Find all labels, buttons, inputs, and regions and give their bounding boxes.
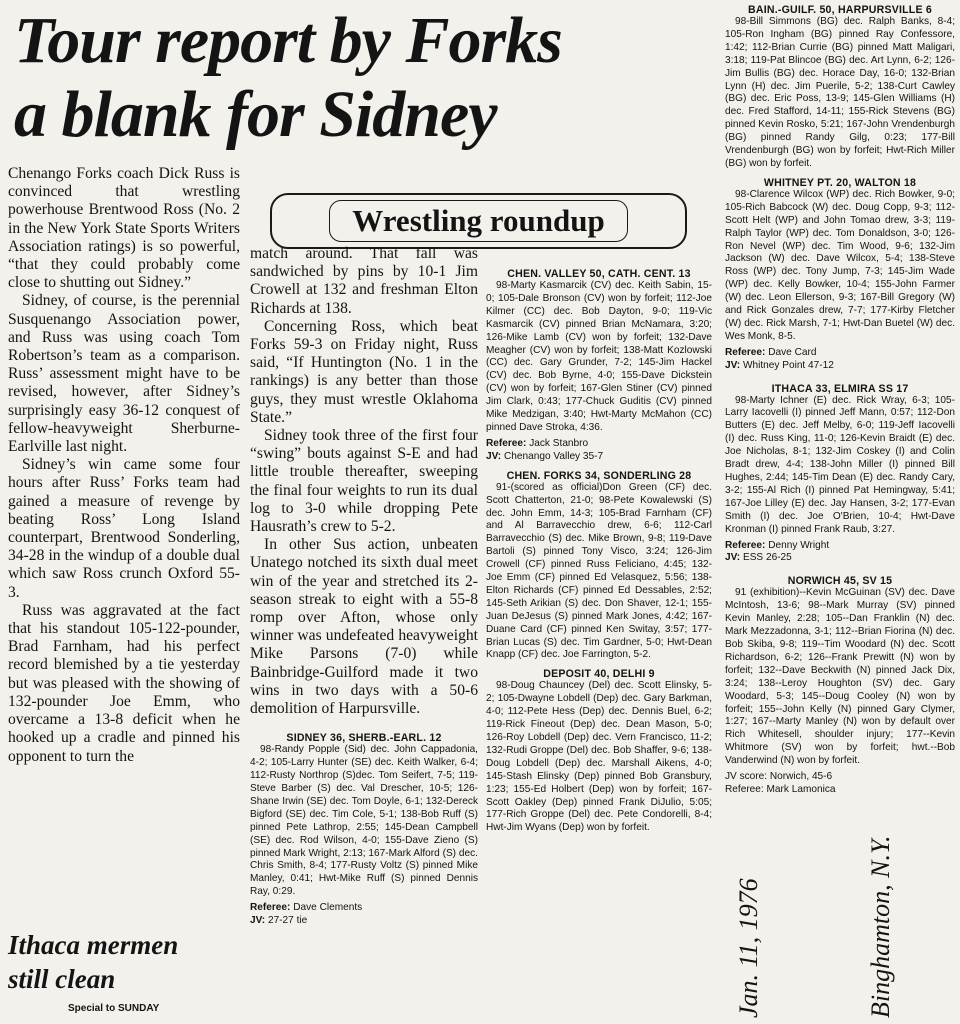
result-block-chen-forks — [486, 470, 712, 663]
article-paragraph: match around. That fall was sandwiched by pins by 10-1 Jim Crowell at 132 and freshman Elton Richards at 138. — [250, 245, 478, 317]
result-heading: NORWICH 45, SV 15 — [787, 575, 893, 588]
result-body: 91 (exhibition)--Kevin McGuinan (SV) dec. Dave McIntosh, 13-6; 98--Mark Murray (SV) pinned Kevin Manley, 2:28; 105--Dan Franklin (N) dec. Mark Mezzadonna, 3-1; 112--Brian Fiorina (N) dec. Bob Skiba, 9-8; 119--Tim Woodard (N) dec. Scott Richardson, 6-2; 126--Frank Prewitt (N) won by forfeit; 132--Dave Beckwith (N) pinned Jack Dix, 3:24; 138--Leroy Houghton (SV) dec. Gary Woodard, 5-3; 145--Doug Cooley (N) won by forfeit; 155--John Kelly (N) pinned Gary Clymer, 1:27; 167--Marty Manley (N) won by default over Rich Whitesell, shoulder injury; 177--Kevin Whitmore (SV) won by forfeit; hwt.--Bob Vanderwind (N) won by forfeit. — [725, 587, 955, 767]
result-referee: Referee: Dave Card — [725, 346, 817, 358]
headline — [14, 4, 714, 152]
sidebar-headline-line-2: still clean — [8, 964, 116, 994]
result-referee: Referee: Dave Clements — [250, 902, 363, 914]
result-body: 98-Bill Simmons (BG) dec. Ralph Banks, 8-4; 105-Ron Ingham (BG) pinned Ray Confessore, 1:42; 112-Brian Currie (BG) pinned Matt Maligari, 3:18; 119-Pat Blincoe (BG) dec. Art Lynn, 6-2; 126-Jim Bullis (BG) dec. Horace Day, 16-0; 132-Brian Lynn (H) dec. Jim Puerile, 5-2; 138-Curt Cawley (BG) dec. Eric Poss, 13-9; 145-Glen Williams (H) dec. Fred Stafford, 14-11; 155-Rick Stevens (BG) pinned Kevin Rosko, 5:21; 167-John Vrendenburgh (BG) pinned Randy Gilg, 0:23; 177-Bill Vrendenburgh (BG) won by forfeit; Hwt-Rich Miller (BG) won by forfeit. — [725, 16, 955, 169]
article-paragraph: In other Sus action, unbeaten Unatego notched its sixth dual meet win of the year and stretched its 2-season streak to eight with a 55-8 romp over Afton, whose only winner was undefeated heavyweight Mike Parsons (7-0) while Bainbridge-Guilford made it two wins in two days with a 50-6 demolition of Harpursville. — [250, 536, 478, 718]
result-jv: JV: ESS 26-25 — [725, 552, 792, 564]
result-block-chen-valley — [486, 268, 712, 464]
roundup-title: Wrestling roundup — [329, 200, 627, 242]
result-jv: JV score: Norwich, 45-6 — [725, 771, 833, 783]
result-jv: JV: 27-27 tie — [250, 915, 308, 927]
sidebar-credit: Special to SUNDAY — [68, 1003, 160, 1014]
result-heading: CHEN. FORKS 34, SONDERLING 28 — [506, 469, 692, 482]
result-block-deposit — [486, 668, 712, 835]
result-referee: Referee: Jack Stanbro — [486, 437, 589, 449]
handwritten-date: Jan. 11, 1976 — [734, 878, 763, 1018]
article-column-1 — [8, 165, 240, 766]
result-referee: Referee: Mark Lamonica — [725, 783, 836, 795]
article-paragraph: Chenango Forks coach Dick Russ is convinced that wrestling powerhouse Brentwood Ross (No. 2 in the New York State Sports Writers Association ratings) is so powerful, “that they could probably come close to shutting out Sidney.” — [8, 165, 240, 292]
result-body: 98-Randy Popple (Sid) dec. John Cappadonia, 4-2; 105-Larry Hunter (SE) dec. Keith Walker, 6-4; 112-Rusty Northrop (S)dec. Tom Seifert, 7-5; 119-Steve Barber (S) dec. Val Drescher, 10-5; 126-Shane Irwin (SE) dec. Tom Doyle, 6-1; 132-Dereck Bigford (SE) dec. Tim Cole, 5-1; 138-Bob Ruff (S) pinned Pete Lathrop, 2:55; 145-Dean Campbell (SE) dec. Rod Wilson, 4-0; 155-Dave Zieno (S) pinned Mark Wright, 2:13; 167-Mark Alford (S) dec. Chris Smith, 8-4; 177-Rusty Voltz (S) pinned Mike Manley, 0:41; Hwt-Mike Ruff (S) pinned Dennis Ray, 0:29. — [250, 744, 478, 898]
result-block-sidney — [250, 732, 478, 928]
results-column-4 — [725, 4, 955, 803]
article-paragraph: Sidney took three of the first four “swing” bouts against S-E and had little trouble thereafter, sweeping the final four weights to run its dual log to 3-0 while dropping Pete Hausrath’s crew to 5-2. — [250, 427, 478, 536]
result-body: 98-Marty Ichner (E) dec. Rick Wray, 6-3; 105-Larry Iacovelli (I) pinned Jeff Mann, 0:57; 112-Don Butters (E) dec. Jeff Melby, 6-0; 119-Jeff Iacovelli (I) dec. Russ King, 11-0; 126-Kevin Braidt (E) dec. Joe Nicholas, 8-1; 132-Jim Coskey (I) and Colin Bradt drew, 4-4; 138-John Miller (I) pinned Bill Hughes, 2:44; 145-Tim Dean (E) dec. Randy Cary, 3-2; 155-Al Rich (I) pinned Pat Hemingway, 5:41; 167-Joe Lilley (E) dec. Jay Hansen, 3-2; 177-Evan Smith (I) dec. Joe O'Brien, 10-4; Hwt-Dave Kronman (I) pinned Frank Raub, 3:27. — [725, 394, 955, 535]
result-body: 91-(scored as official)Don Green (CF) dec. Scott Chatterton, 21-0; 98-Pete Kowalewski (S) dec. John Emm, 14-3; 105-Brad Farnham (CF) and Al Barravecchio drew, 6-6; 112-Carl Barravecchio (S) dec. Mike Brown, 9-8; 119-Dave Bartoli (S) pinned Tony Visco, 3:24; 126-Jim Crowell (CF) pinned Russ Feliciano, 4:45; 132-Joe Emm (CF) pinned Ed Velasquez, 5:56; 138-Elton Richards (CF) pinned Ed Dessables, 2:52; 145-Seth Arikian (S) dec. Don Shaver, 12-1; 155-Juan DeJesus (S) pinned Mark Jones, 4:42; 167-Duane Card (CF) pinned Ken Switay, 3:57; 177-Brian Lucas (S) dec. Tim Gardner, 5-0; Hwt-Dean Knapp (CF) dec. Joe Farrington, 5-2. — [486, 481, 712, 661]
results-column-3 — [486, 268, 712, 841]
sidebar-headline — [8, 928, 248, 996]
result-block-bain-guilf — [725, 4, 955, 171]
article-paragraph: Sidney, of course, is the perennial Susquenango Association power, and Russ was using coach Tom Robertson’s team as a comparison. Russ’ assessment might have to be revised, however, after Sidney’s surprisingly easy 36-12 conquest of fellow-heavyweight Sherburne-Earlville last night. — [8, 292, 240, 456]
headline-line-1: Tour report by Forks — [14, 4, 562, 77]
result-block-ithaca — [725, 383, 955, 566]
result-body: 98-Clarence Wilcox (WP) dec. Rich Bowker, 9-0; 105-Rich Babcock (W) dec. Doug Copp, 9-3; 112-Scott Helt (WP) and John Tomao drew, 3-3; 119-Ralph Taylor (WP) dec. Tom Donaldson, 3-0; 126-Ron Nevel (WP) dec. Tim Wood, 9-6; 132-Jim Jackson (W) dec. Dave Wilcox, 5-4; 138-Steve Ross (WP) dec. Tony Jump, 7-3; 145-Jim Wade (WP) dec. Kelly Bowker, 10-4; 155-John Farmer (W) dec. Leon Ellerson, 9-3; 167-Bill Gregory (W) and Rick Gonzales drew, 7-7; 177-Kirby Fletcher (W) dec. Rick Marsh, 7-1; Hwt-Dan Buetel (W) dec. Wes Monk, 8-5. — [725, 188, 955, 342]
result-block-whitney — [725, 177, 955, 373]
headline-line-2: a blank for Sidney — [14, 78, 497, 151]
result-heading: BAIN.-GUILF. 50, HARPURSVILLE 6 — [748, 4, 932, 16]
result-referee: Referee: Denny Wright — [725, 539, 830, 551]
result-jv: JV: Whitney Point 47-12 — [725, 359, 834, 371]
sidebar-headline-line-1: Ithaca mermen — [8, 930, 179, 960]
result-block-norwich — [725, 575, 955, 797]
result-heading: CHEN. VALLEY 50, CATH. CENT. 13 — [507, 268, 691, 280]
result-heading: ITHACA 33, ELMIRA SS 17 — [771, 382, 909, 395]
result-body: 98-Marty Kasmarcik (CV) dec. Keith Sabin, 15-0; 105-Dale Bronson (CV) won by forfeit; 112-Joe Kilmer (CC) dec. Bob Dayton, 9-0; 119-Vic Kasmarcik (CV) pinned Brian McNamara, 3:20; 126-Mike Lamb (CV) won by forfeit; 132-Dave Meagher (CV) won by forfeit; 138-Matt Kozlowski (CC) dec. Gary Grunder, 7-2; 145-Jim Hackel (CV) dec. Bob Byrne, 4-0; 155-Dave Dickstein (CV) won by forfeit; 167-Glen Stiner (CV) pinned Jim Clark, 0:43; 177-Chuck Guditis (CV) pinned Mike Medzigan, 3:40; Hwt-Marty McMahon (CC) pinned Dave Stroka, 4:36. — [486, 280, 712, 433]
roundup-box — [270, 193, 687, 249]
article-column-2 — [250, 245, 478, 934]
result-jv: JV: Chenango Valley 35-7 — [486, 450, 604, 462]
article-paragraph: Sidney’s win came some four hours after Russ’ Forks team had gained a measure of revenge by beating Ross’ Long Island counterpart, Brentwood Sonderling, 34-28 in the windup of a double dual which saw Ross crunch Oxford 55-3. — [8, 456, 240, 601]
result-heading: WHITNEY PT. 20, WALTON 18 — [763, 176, 917, 189]
result-heading: DEPOSIT 40, DELHI 9 — [543, 668, 655, 681]
handwritten-place: Binghamton, N.Y. — [866, 835, 895, 1018]
article-paragraph: Russ was aggravated at the fact that his standout 105-122-pounder, Brad Farnham, had his perfect record blemished by a tie yesterday but was pleased with the showing of 132-pounder Joe Emm, who overcame a 13-8 deficit when he hooked up a cradle and pinned his opponent to turn the — [8, 601, 240, 765]
result-body: 98-Doug Chauncey (Del) dec. Scott Elinsky, 5-2; 105-Dwayne Lobdell (Dep) dec. Gary Barkman, 4-0; 112-Pete Hess (Dep) dec. Dennis Buel, 6-2; 119-Rick Fineout (Dep) dec. Dean Mason, 5-0; 126-Roy Lobdell (Dep) dec. Vern Francisco, 11-2; 132-Rudi Groppe (Del) dec. Bob Shaffer, 9-6; 138-Doug Lobdell (Dep) dec. Marshall Aikens, 4-0; 145-Stash Elinsky (Dep) pinned Bob Gransbury, 1:23; 155-Ed Holbert (Dep) won by forfeit; 167-Scott Oakley (Dep) pinned Frank DiJulio, 5:05; 177-Rich Groppe (Del) dec. Pete Condorelli, 8-4; Hwt-Jim Wyans (Dep) won by forfeit. — [486, 680, 712, 834]
result-heading: SIDNEY 36, SHERB.-EARL. 12 — [286, 732, 442, 745]
article-paragraph: Concerning Ross, which beat Forks 59-3 on Friday night, Russ said, “If Huntington (No. 1 in the rankings) is any better than those guys, they must wrestle Oklahoma State.” — [250, 317, 478, 426]
